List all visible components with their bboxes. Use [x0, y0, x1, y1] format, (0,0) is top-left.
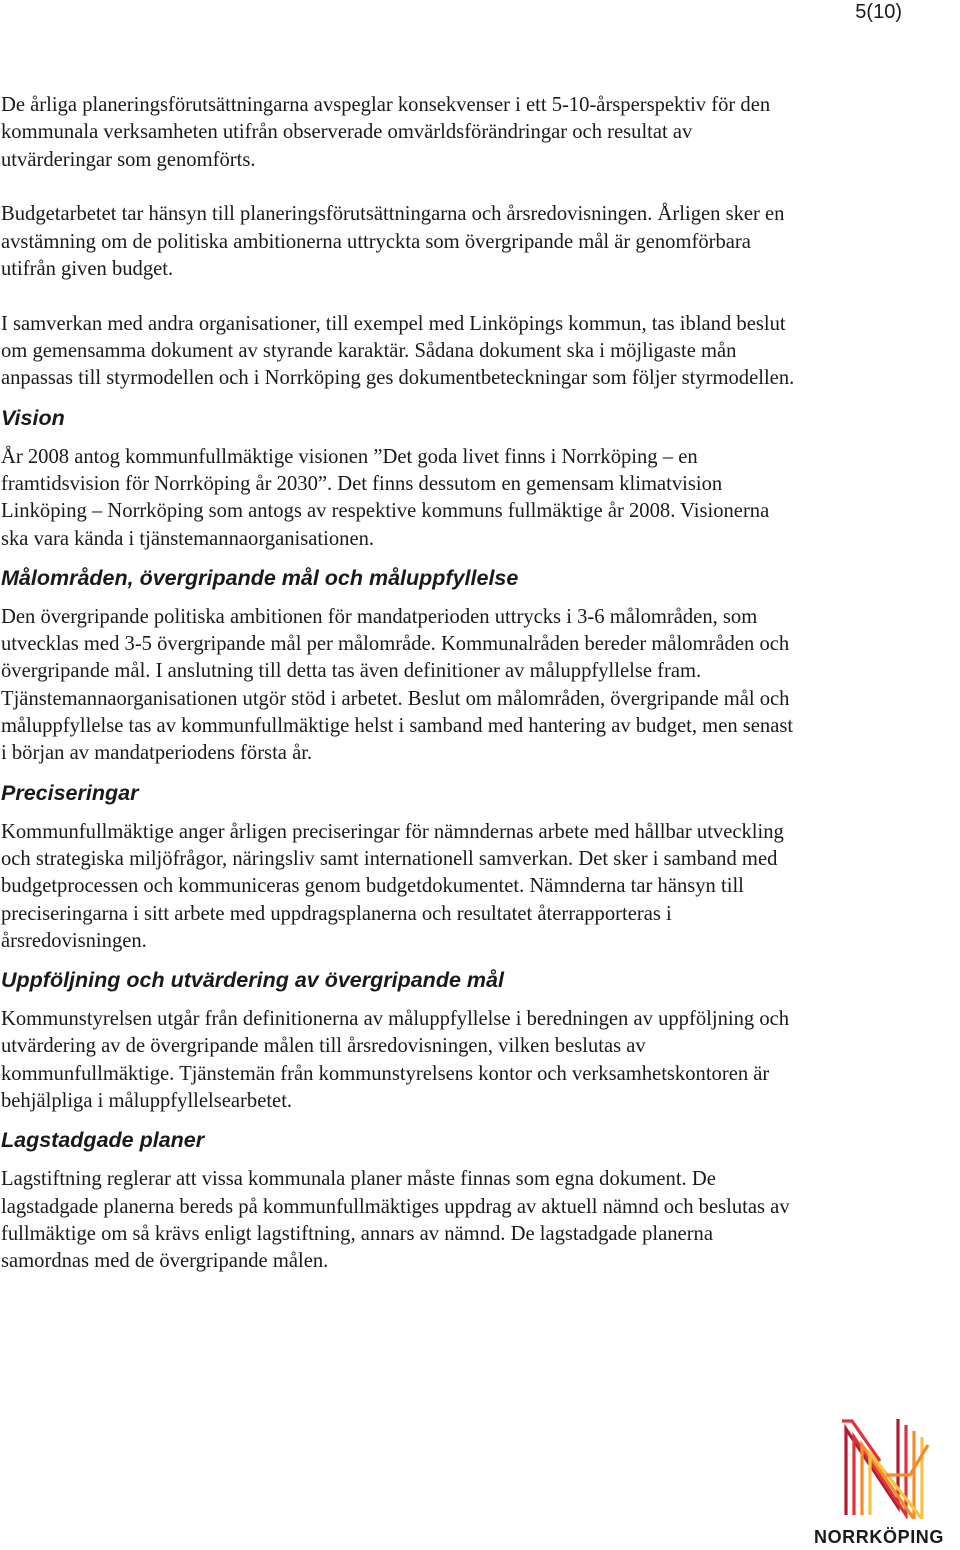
norrkoping-logo: [804, 1415, 954, 1549]
paragraph-cooperation: I samverkan med andra organisationer, till exempel med Linköpings kommun, tas ibland beslut om gemensamma dokument av styrande karaktär. Sådana dokument ska i möjligaste mån anpassas till styrmodellen och i Norrköping ges dokumentbeteckningar som följer styrmodellen.: [1, 312, 795, 390]
heading-goal-areas: Målområden, övergripande mål och måluppfyllelse: [1, 565, 519, 590]
heading-specifications: Preciseringar: [1, 780, 139, 805]
logo-wordmark: NORRKÖPING: [813, 1527, 944, 1547]
heading-vision: Vision: [1, 405, 65, 430]
heading-statutory-plans: Lagstadgade planer: [1, 1128, 205, 1153]
paragraph-specifications: Kommunfullmäktige anger årligen preciseringar för nämndernas arbete med hållbar utveckling och strategiska miljöfrågor, näringsliv samt internationell samverkan. Det sker i samband med budgetprocessen och kommuniceras genom budgetdokumentet. Nämnderna tar hänsyn till preciseringarna i sitt arbete med uppdragsplanerna och resultatet återrapporteras i årsredovisningen.: [1, 820, 784, 952]
paragraph-planning-conditions: De årliga planeringsförutsättningarna avspeglar konsekvenser i ett 5-10-årsperspektiv för den kommunala verksamheten utifrån observerade omvärldsförändringar och resultat av utvärderingar som genomförts.: [1, 94, 771, 171]
paragraph-follow-up: Kommunstyrelsen utgår från definitionerna av måluppfyllelse i beredningen av uppföljning och utvärdering av de övergripande målen till årsredovisningen, vilken beslutas av kommunfullmäktige. Tjänstemän från kommunstyrelsens kontor och verksamhetskontoren är behjälpliga i måluppfyllelsearbetet.: [1, 1008, 790, 1113]
heading-follow-up: Uppföljning och utvärdering av övergripande mål: [1, 968, 504, 993]
paragraph-vision: År 2008 antog kommunfullmäktige visionen ”Det goda livet finns i Norrköping – en framtidsvision för Norrköping år 2030”. Det finns dessutom en gemensam klimatvision Linköping – Norrköping som antogs av respektive kommuns fullmäktige år 2008. Visionerna ska vara kända i tjänstemannaorganisationen.: [1, 445, 770, 550]
norrkoping-logo-mark-icon: [840, 1415, 932, 1519]
paragraph-statutory-plans: Lagstiftning reglerar att vissa kommunala planer måste finnas som egna dokument. De lagstadgade planerna bereds på kommunfullmäktiges uppdrag av aktuell nämnd och beslutas av fullmäktige om så krävs enligt lagstiftning, annars av nämnd. De lagstadgade planerna samordnas med de övergripande målen.: [1, 1168, 790, 1273]
paragraph-budget-work: Budgetarbetet tar hänsyn till planeringsförutsättningarna och årsredovisningen. Årligen sker en avstämning om de politiska ambitionerna uttryckta som övergripande mål är genomförbara utifrån given budget.: [1, 203, 785, 280]
page-number: 5(10): [855, 1, 902, 23]
document-body: [1, 92, 801, 1276]
paragraph-goal-areas: Den övergripande politiska ambitionen för mandatperioden uttrycks i 3-6 målområden, som utvecklas med 3-5 övergripande mål per målområde. Kommunalråden bereder målområden och övergripande mål. I anslutning till detta tas även definitioner av måluppfyllelse fram. Tjänstemannaorganisationen utgör stöd i arbetet. Beslut om målområden, övergripande mål och måluppfyllelse tas av kommunfullmäktige helst i samband med hantering av budget, men senast i början av mandatperiodens första år.: [1, 605, 794, 765]
